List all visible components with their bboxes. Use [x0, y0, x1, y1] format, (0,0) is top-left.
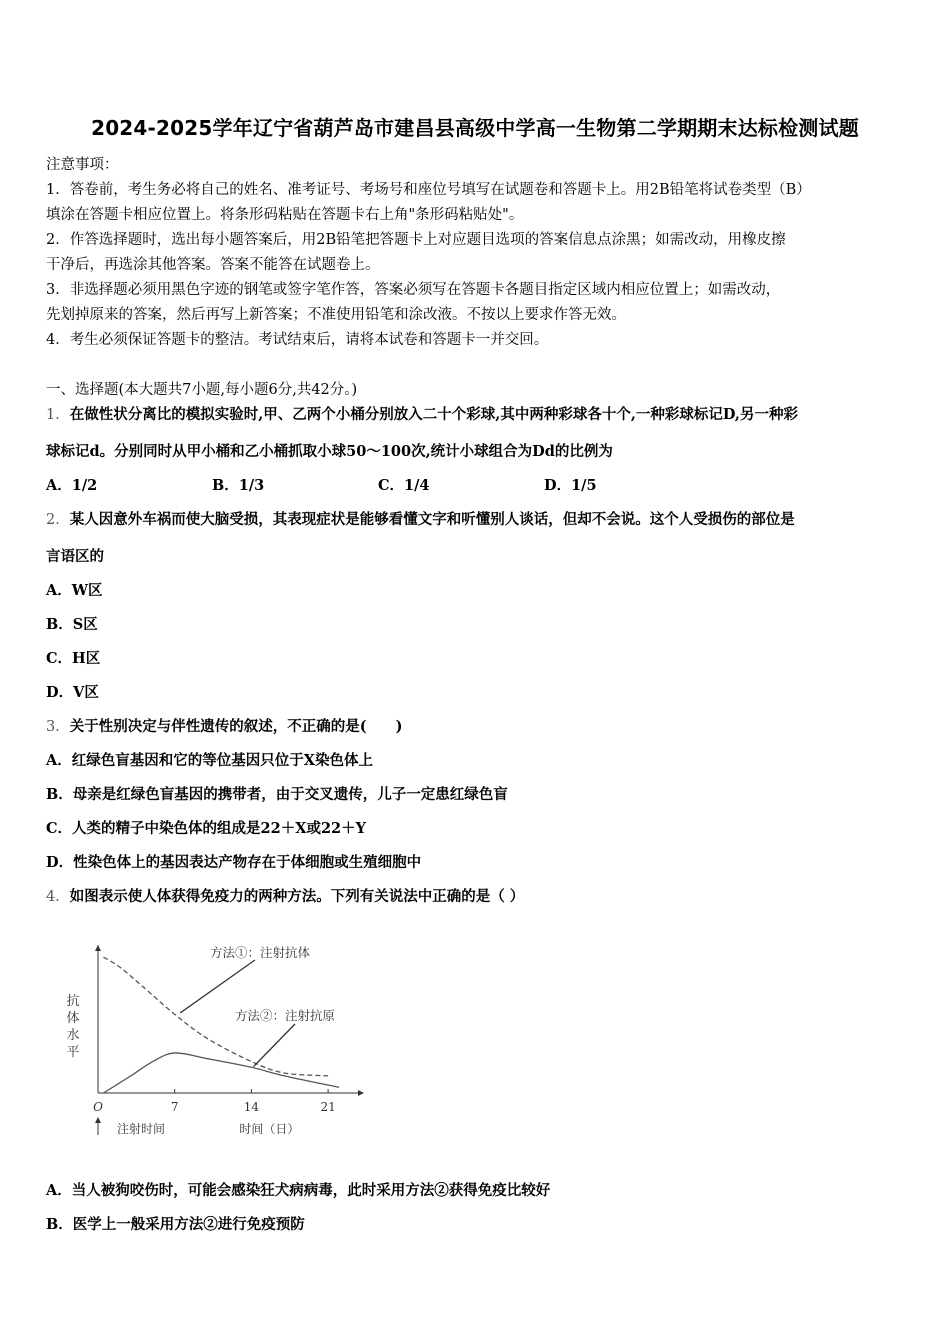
option-a: A．W区 — [46, 582, 103, 599]
notice-heading: 注意事项： — [46, 157, 119, 173]
y-axis-label: 体 — [66, 1011, 80, 1026]
question-3 — [46, 715, 402, 736]
question-1 — [46, 403, 798, 424]
question-text: 关于性别决定与伴性遗传的叙述，不正确的是( ) — [69, 718, 403, 735]
option-b: B．医学上一般采用方法②进行免疫预防 — [46, 1216, 305, 1233]
option-b: B．S区 — [46, 616, 98, 633]
notice-line: 干净后，再选涂其他答案。答案不能答在试题卷上。 — [46, 257, 380, 273]
y-axis-label: 抗 — [66, 994, 80, 1009]
series-label-method-2: 方法②：注射抗原 — [235, 1008, 336, 1023]
page-title: 2024-2025学年辽宁省葫芦岛市建昌县高级中学高一生物第二学期期末达标检测试题 — [91, 116, 859, 140]
y-axis-arrow — [95, 945, 101, 951]
option-a: A．1/2 — [46, 477, 98, 494]
notice-line: 3．非选择题必须用黑色字迹的钢笔或签字笔作答，答案必须写在答题卡各题目指定区域内相应位置上；如需改动， — [46, 282, 781, 298]
option-b: B．母亲是红绿色盲基因的携带者，由于交叉遗传，儿子一定患红绿色盲 — [46, 786, 508, 803]
question-text: 某人因意外车祸而使大脑受损，其表现症状是能够看懂文字和听懂别人谈话，但却不会说。这个人受损伤的部位是 — [69, 511, 795, 528]
question-number: 2． — [46, 512, 70, 528]
y-axis-label: 平 — [66, 1045, 80, 1060]
x-axis-arrow — [358, 1090, 364, 1096]
option-c: C．人类的精子中染色体的组成是22＋X或22＋Y — [46, 820, 366, 837]
option-a: A．当人被狗咬伤时，可能会感染狂犬病病毒，此时采用方法②获得免疫比较好 — [46, 1182, 551, 1199]
injection-arrow-head — [95, 1117, 101, 1123]
injection-time-label: 注射时间 — [117, 1122, 166, 1136]
section-heading: 一、选择题(本大题共7小题,每小题6分,共42分。) — [46, 382, 358, 398]
leader-line-method-1 — [180, 960, 255, 1013]
option-a: A．红绿色盲基因和它的等位基因只位于X染色体上 — [46, 752, 373, 769]
notice-line: 1．答卷前，考生务必将自己的姓名、准考证号、考场号和座位号填写在试题卷和答题卡上。用2B铅笔将试卷类型（B） — [46, 182, 811, 198]
question-text: 球标记d。分别同时从甲小桶和乙小桶抓取小球50～100次,统计小球组合为Dd的比例为 — [46, 443, 613, 460]
question-text: 言语区的 — [46, 548, 104, 565]
option-row — [46, 474, 597, 495]
option-d: D．1/5 — [544, 477, 597, 494]
x-tick-label: 14 — [243, 1100, 260, 1114]
leader-line-method-2 — [254, 1024, 295, 1067]
option-b: B．1/3 — [212, 477, 265, 494]
question-4 — [46, 885, 524, 906]
x-tick-label: O — [93, 1100, 103, 1114]
question-number: 4． — [46, 889, 70, 905]
series-method-2-line — [103, 1053, 339, 1093]
option-c: C．1/4 — [378, 477, 430, 494]
notice-line: 2．作答选择题时，选出每小题答案后，用2B铅笔把答题卡上对应题目选项的答案信息点涂黑；如需改动，用橡皮擦 — [46, 232, 786, 248]
x-tick-label: 21 — [320, 1100, 336, 1114]
notice-line: 先划掉原来的答案，然后再写上新答案；不准使用铅笔和涂改液。不按以上要求作答无效。 — [46, 307, 626, 323]
x-tick-label: 7 — [170, 1100, 179, 1114]
y-axis-label: 水 — [66, 1028, 80, 1043]
question-text: 如图表示使人体获得免疫力的两种方法。下列有关说法中正确的是（ ） — [69, 888, 525, 905]
question-2 — [46, 508, 795, 529]
option-d: D．V区 — [46, 684, 99, 701]
notice-line: 4．考生必须保证答题卡的整洁。考试结束后，请将本试卷和答题卡一并交回。 — [46, 332, 549, 348]
option-d: D．性染色体上的基因表达产物存在于体细胞或生殖细胞中 — [46, 854, 422, 871]
x-axis-label: 时间（日） — [239, 1122, 300, 1136]
antibody-chart — [55, 935, 375, 1145]
question-text: 在做性状分离比的模拟实验时,甲、乙两个小桶分别放入二十个彩球,其中两种彩球各十个,一种彩球标记D,另一种彩 — [69, 406, 798, 423]
question-number: 3． — [46, 719, 70, 735]
notice-line: 填涂在答题卡相应位置上。将条形码粘贴在答题卡右上角"条形码粘贴处"。 — [46, 207, 524, 223]
option-c: C．H区 — [46, 650, 101, 667]
series-label-method-1: 方法①：注射抗体 — [210, 945, 311, 960]
question-number: 1． — [46, 407, 70, 423]
